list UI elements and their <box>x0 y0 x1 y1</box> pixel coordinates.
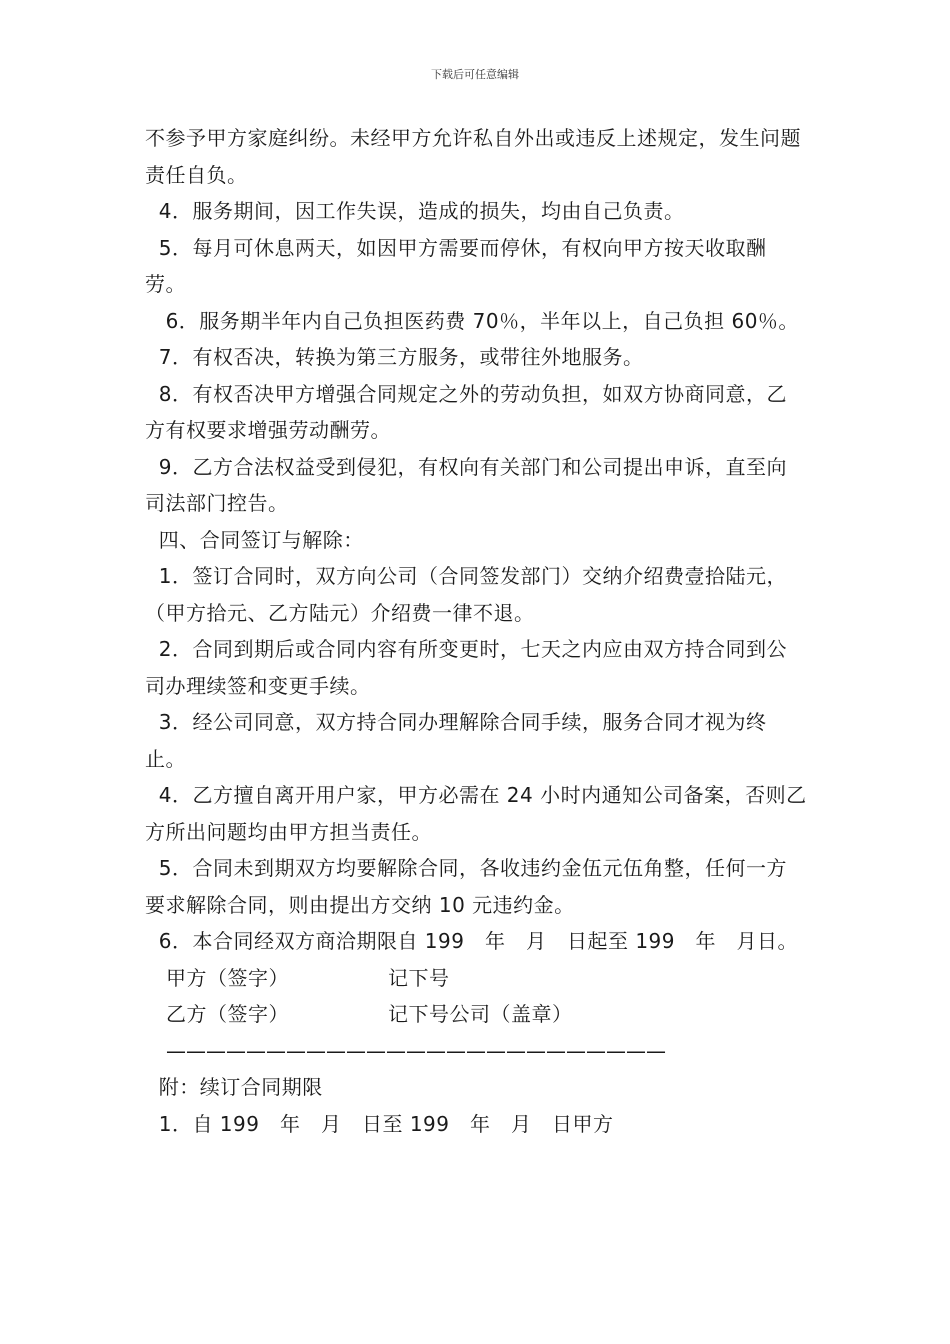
section-heading-4: 四、合同签订与解除： <box>145 527 364 552</box>
appendix-line-1: 1．自 199 年 月 日至 199 年 月 日甲方 <box>145 1111 614 1136</box>
clause-4-2: 2．合同到期后或合同内容有所变更时，七天之内应由双方持合同到公司办理续签和变更手续。 <box>145 637 787 698</box>
clause-3-6: 6．服务期半年内自己负担医药费 70％，半年以上，自己负担 60％。 <box>145 308 799 333</box>
signature-row-party-b <box>145 996 807 1033</box>
clause-4-5: 5．合同未到期双方均要解除合同，各收违约金伍元伍角整，任何一方要求解除合同，则由提出方交纳 10 元违约金。 <box>145 856 787 917</box>
signature-note-party-b: 记下号公司（盖章） <box>388 1002 573 1026</box>
clause-4-3: 3．经公司同意，双方持合同办理解除合同手续，服务合同才视为终止。 <box>145 710 767 771</box>
paragraph-continuation: 不参予甲方家庭纠纷。未经甲方允许私自外出或违反上述规定，发生问题责任自负。 <box>145 126 801 187</box>
clause-4-6: 6．本合同经双方商洽期限自 199 年 月 日起至 199 年 月日。 <box>145 929 799 953</box>
appendix-title: 附：续订合同期限 <box>145 1075 323 1099</box>
document-body <box>145 120 807 1142</box>
signature-label-party-a: 甲方（签字） <box>166 965 289 990</box>
clause-3-4: 4．服务期间，因工作失误，造成的损失，均由自己负责。 <box>145 199 685 223</box>
signature-note-party-a: 记下号 <box>388 965 450 990</box>
divider-line: ————————————————————————— <box>166 1038 666 1063</box>
clause-4-4: 4．乙方擅自离开用户家，甲方必需在 24 小时内通知公司备案，否则乙方所出问题均由甲方担当责任。 <box>145 783 807 844</box>
clause-3-9: 9．乙方合法权益受到侵犯，有权向有关部门和公司提出申诉，直至向司法部门控告。 <box>145 454 787 515</box>
clause-3-8: 8．有权否决甲方增强合同规定之外的劳动负担，如双方协商同意，乙方有权要求增强劳动酬劳。 <box>145 381 787 442</box>
signature-row-party-a <box>145 960 807 997</box>
page-header: 下载后可任意编辑 <box>431 68 519 81</box>
clause-3-7: 7．有权否决，转换为第三方服务，或带往外地服务。 <box>145 345 644 369</box>
clause-3-5: 5．每月可休息两天，如因甲方需要而停休，有权向甲方按天收取酬劳。 <box>145 235 767 296</box>
signature-label-party-b: 乙方（签字） <box>166 1002 289 1026</box>
clause-4-1: 1．签订合同时，双方向公司（合同签发部门）交纳介绍费壹拾陆元，（甲方拾元、乙方陆元）介绍费一律不退。 <box>145 564 787 625</box>
